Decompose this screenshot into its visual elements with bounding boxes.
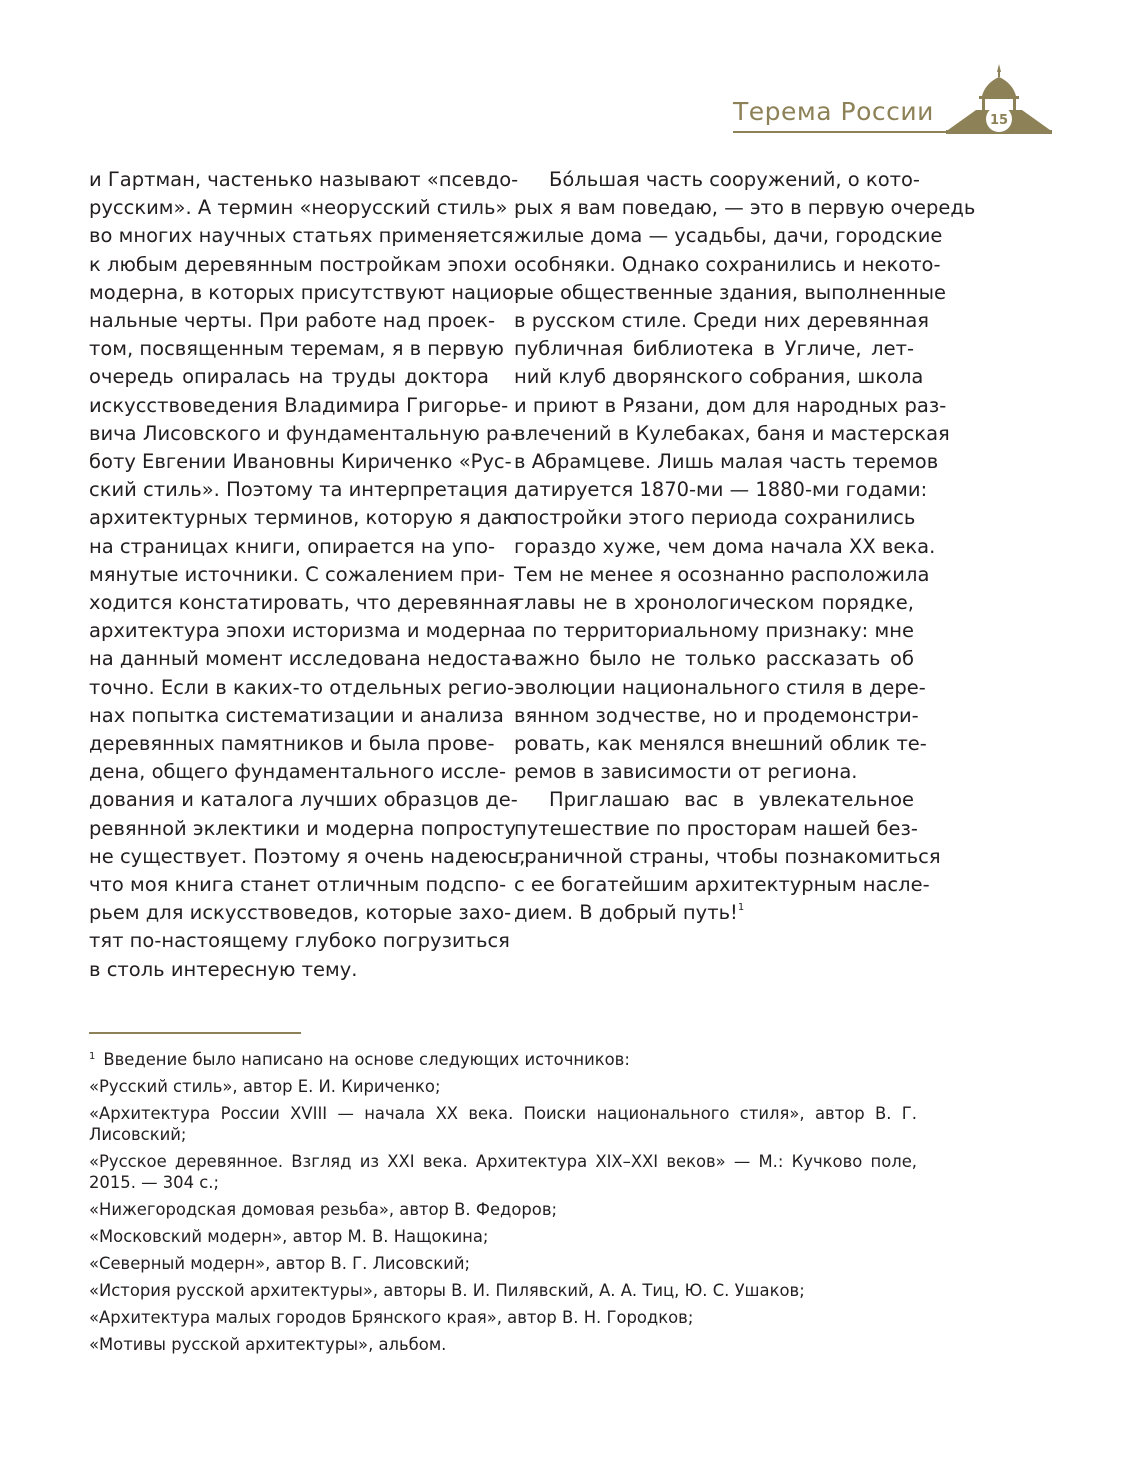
body-paragraph-left (89, 166, 526, 984)
text-line: искусствоведения Владимира Григорье- (89, 393, 509, 417)
text-line: ний клуб дворянского собрания, школа (514, 365, 924, 389)
footnote-source: «Русское деревянное. Взгляд из XXI века. Архитектура XIX–XXI веков» — М.: Кучково поле, 2015. — 304 с.; (89, 1152, 917, 1192)
text-line: гораздо хуже, чем дома начала XX века. (514, 534, 936, 558)
left-text-column (89, 166, 526, 984)
footnote-number: 1 (89, 1051, 96, 1062)
footnote-intro-text: Введение было написано на основе следующих источников: (103, 1050, 630, 1069)
footnote-source: «Северный модерн», автор В. Г. Лисовский; (89, 1254, 470, 1273)
text-line: ский стиль». Поэтому та интерпретация (89, 478, 508, 502)
text-line: рьем для искусствоведов, которые захо- (89, 901, 512, 925)
running-header-title: Терема России (733, 97, 934, 126)
text-line: Тем не менее я осознанно расположила (514, 562, 930, 586)
text-line: жилые дома — усадьбы, дачи, городские (514, 224, 943, 248)
text-line: вича Лисовского и фундаментальную ра- (89, 421, 518, 445)
footnote-source: «Московский модерн», автор М. В. Нащокина; (89, 1227, 489, 1246)
body-paragraph-right-1 (514, 166, 976, 786)
text-line: в русском стиле. Среди них деревянная (514, 309, 930, 333)
text-line: главы не в хронологическом порядке, (514, 591, 914, 615)
page-number: 15 (989, 113, 1009, 128)
footnote-source: «Русский стиль», автор Е. И. Кириченко; (89, 1077, 441, 1096)
text-line: мянутые источники. С сожалением при- (89, 562, 505, 586)
text-line: ровать, как менялся внешний облик те- (514, 732, 927, 756)
text-line: с ее богатейшим архитектурным насле- (514, 873, 930, 897)
footnote-source: «Нижегородская домовая резьба», автор В. Федоров; (89, 1200, 558, 1219)
footnote-reference[interactable]: 1 (737, 902, 745, 914)
terem-roof-icon (946, 62, 1052, 136)
footnote-rule (89, 1032, 301, 1034)
footnote-source: «Архитектура малых городов Брянского края», автор В. Н. Городков; (89, 1308, 694, 1327)
text-line: ревянной эклектики и модерна попросту (89, 816, 516, 840)
text-line: в Абрамцеве. Лишь малая часть теремов (514, 450, 939, 474)
text-line: нах попытка систематизации и анализа (89, 703, 504, 727)
text-line: эволюции национального стиля в дере- (514, 675, 926, 699)
text-line: постройки этого периода сохранились (514, 506, 916, 530)
text-line: деревянных памятников и была прове- (89, 732, 495, 756)
closing-sentence: дием. В добрый путь! (514, 901, 738, 925)
text-line: боту Евгении Ивановны Кириченко «Рус- (89, 450, 512, 474)
footnote-source: «История русской архитектуры», авторы В. И. Пилявский, А. А. Тиц, Ю. С. Ушаков; (89, 1281, 805, 1300)
text-line: нальные черты. При работе над проек- (89, 309, 496, 333)
text-line: рых я вам поведаю, — это в первую очередь (514, 196, 976, 220)
text-line: к любым деревянным постройкам эпохи (89, 252, 508, 276)
text-line: ремов в зависимости от региона. (514, 760, 858, 784)
text-line: Приглашаю вас в увлекательное (549, 788, 914, 812)
text-line: рые общественные здания, выполненные (514, 280, 946, 304)
text-line: тят по-настоящему глубоко погрузиться (89, 929, 510, 953)
footnote-intro (89, 1046, 917, 1070)
text-line: во многих научных статьях применяется (89, 224, 514, 248)
text-line: на данный момент исследована недоста- (89, 647, 519, 671)
footnote-source: «Мотивы русской архитектуры», альбом. (89, 1335, 447, 1354)
text-line: и приют в Рязани, дом для народных раз- (514, 393, 947, 417)
text-line: датируется 1870-ми — 1880-ми годами: (514, 478, 928, 502)
text-line: том, посвященным теремам, я в первую (89, 337, 504, 361)
text-line: очередь опиралась на труды доктора (89, 365, 489, 389)
text-line: что моя книга станет отличным подспо- (89, 873, 507, 897)
text-line: на страницах книги, опирается на упо- (89, 534, 496, 558)
text-line: русским». А термин «неорусский стиль» (89, 196, 508, 220)
text-line: ходится констатировать, что деревянная (89, 591, 520, 615)
text-line: модерна, в которых присутствуют нацио- (89, 280, 521, 304)
body-paragraph-right-2 (514, 786, 941, 927)
text-line: вянном зодчестве, но и продемонстри- (514, 703, 919, 727)
text-line: публичная библиотека в Угличе, лет- (514, 337, 914, 361)
text-line: дена, общего фундаментального иссле- (89, 760, 507, 784)
text-line: архитектурных терминов, которую я даю (89, 506, 519, 530)
footnotes (89, 1046, 917, 1361)
text-line: в столь интересную тему. (89, 957, 358, 981)
text-line: не существует. Поэтому я очень надеюсь, (89, 844, 526, 868)
text-line: влечений в Кулебаках, баня и мастерская (514, 421, 950, 445)
text-line: точно. Если в каких-то отдельных регио- (89, 675, 515, 699)
text-line: архитектура эпохи историзма и модерна (89, 619, 515, 643)
text-line: важно было не только рассказать об (514, 647, 914, 671)
footnote-source: «Архитектура России XVIII — начала XX века. Поиски национального стиля», автор В. Г. Лисовский; (89, 1104, 917, 1144)
text-line: и Гартман, частенько называют «псевдо- (89, 168, 519, 191)
text-line: Бо́льшая часть сооружений, о кото- (549, 168, 920, 191)
right-text-column (514, 166, 976, 927)
text-line: дования и каталога лучших образцов де- (89, 788, 518, 812)
text-line: граничной страны, чтобы познакомиться (514, 844, 941, 868)
text-line: путешествие по просторам нашей без- (514, 816, 918, 840)
text-line: а по территориальному признаку: мне (514, 619, 914, 643)
text-line: особняки. Однако сохранились и некото- (514, 252, 941, 276)
text-line (514, 899, 914, 927)
